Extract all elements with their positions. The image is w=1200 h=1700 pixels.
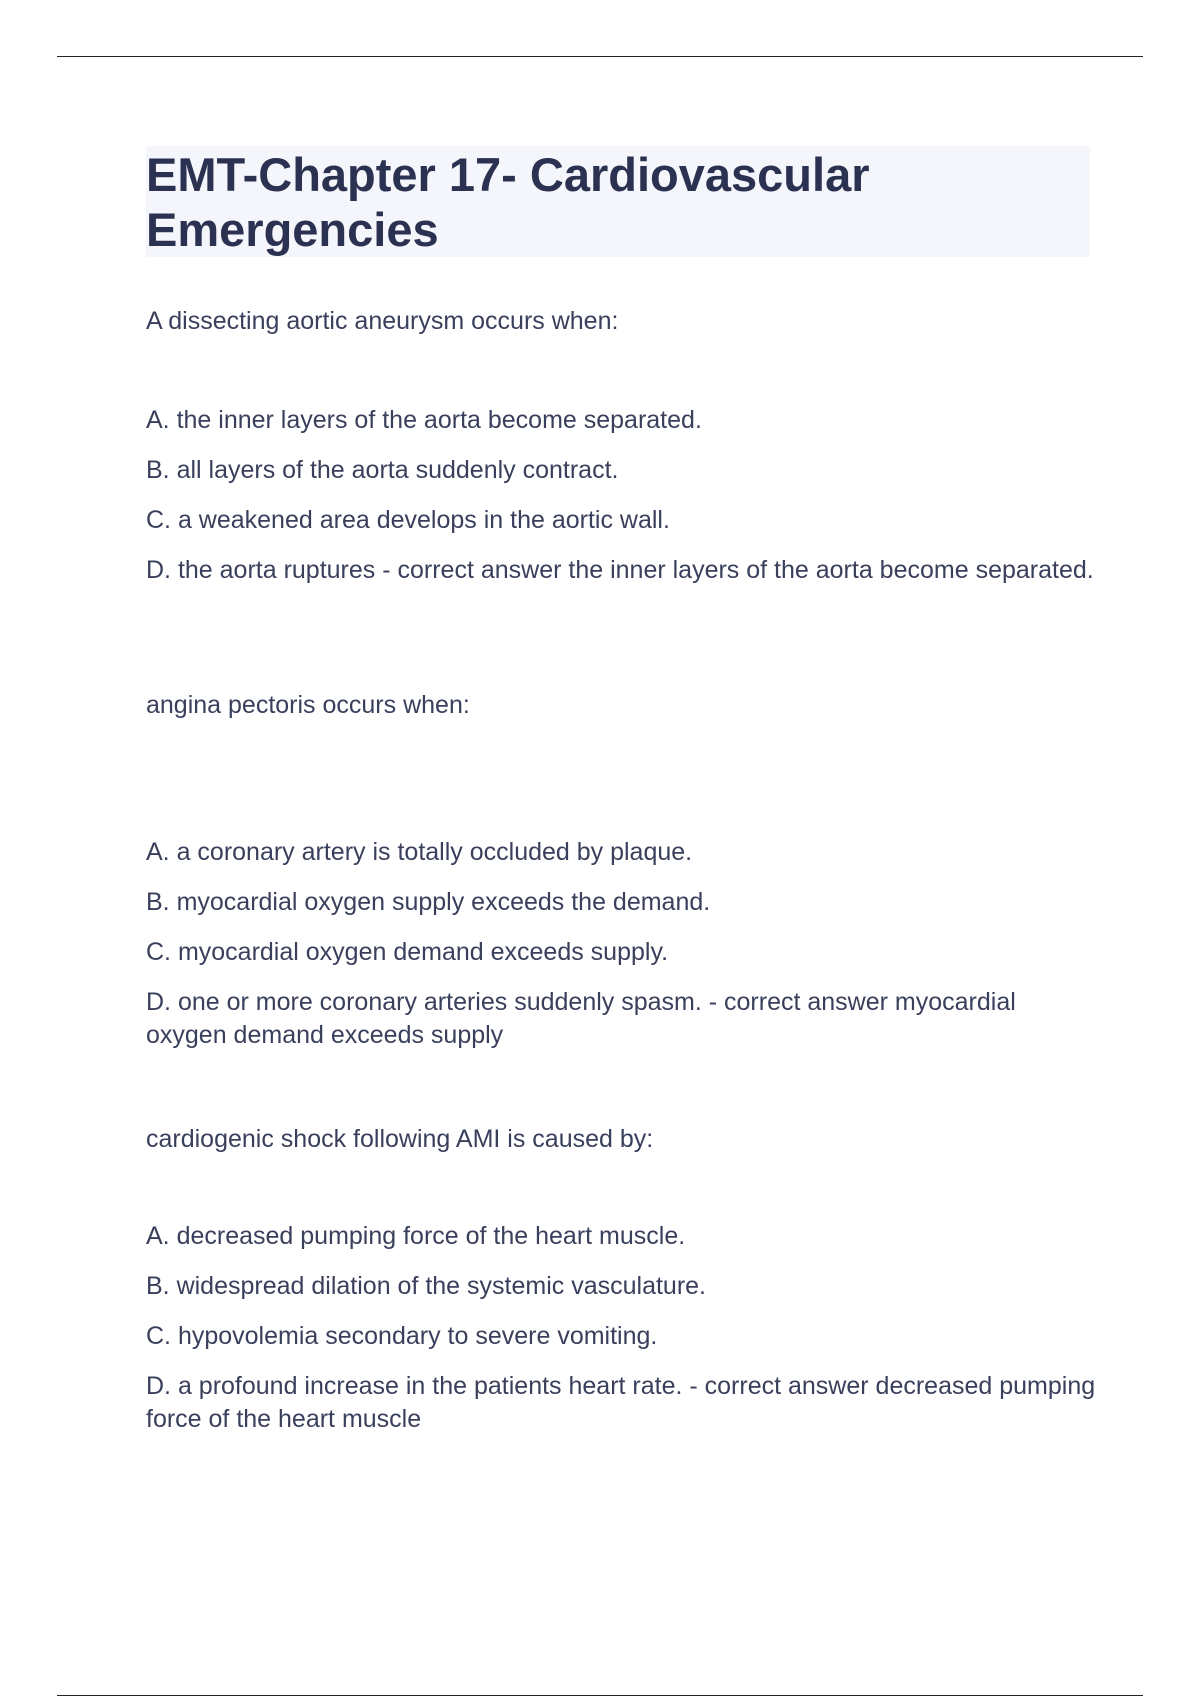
- answer-option: B. all layers of the aorta suddenly contract.: [146, 456, 619, 484]
- question-block: [146, 1118, 1096, 1156]
- question-prompt: angina pectoris occurs when:: [146, 691, 470, 719]
- options-list: [146, 836, 1096, 1052]
- answer-option: D. one or more coronary arteries suddenly spasm. - correct answer myocardial oxygen demand exceeds supply: [146, 988, 1016, 1049]
- answer-option: B. widespread dilation of the systemic vasculature.: [146, 1272, 706, 1300]
- options-list: [146, 1220, 1096, 1436]
- top-rule: [57, 56, 1143, 57]
- question-block: [146, 300, 1096, 338]
- answer-option: D. the aorta ruptures - correct answer the inner layers of the aorta become separated.: [146, 556, 1094, 584]
- question-block: [146, 684, 1096, 722]
- question-prompt: cardiogenic shock following AMI is caused by:: [146, 1125, 654, 1153]
- answer-option: A. a coronary artery is totally occluded by plaque.: [146, 838, 693, 866]
- answer-option: C. a weakened area develops in the aortic wall.: [146, 506, 670, 534]
- answer-option: C. myocardial oxygen demand exceeds supply.: [146, 938, 669, 966]
- options-list: [146, 404, 1096, 587]
- answer-option: C. hypovolemia secondary to severe vomiting.: [146, 1322, 658, 1350]
- bottom-rule: [57, 1695, 1143, 1696]
- answer-option: A. the inner layers of the aorta become separated.: [146, 406, 702, 434]
- question-prompt: A dissecting aortic aneurysm occurs when:: [146, 307, 619, 335]
- answer-option: B. myocardial oxygen supply exceeds the demand.: [146, 888, 711, 916]
- answer-option: A. decreased pumping force of the heart muscle.: [146, 1222, 686, 1250]
- page-title: EMT-Chapter 17- Cardiovascular Emergencies: [146, 148, 870, 256]
- answer-option: D. a profound increase in the patients heart rate. - correct answer decreased pumping force of the heart muscle: [146, 1372, 1096, 1433]
- title-block: [146, 146, 1090, 257]
